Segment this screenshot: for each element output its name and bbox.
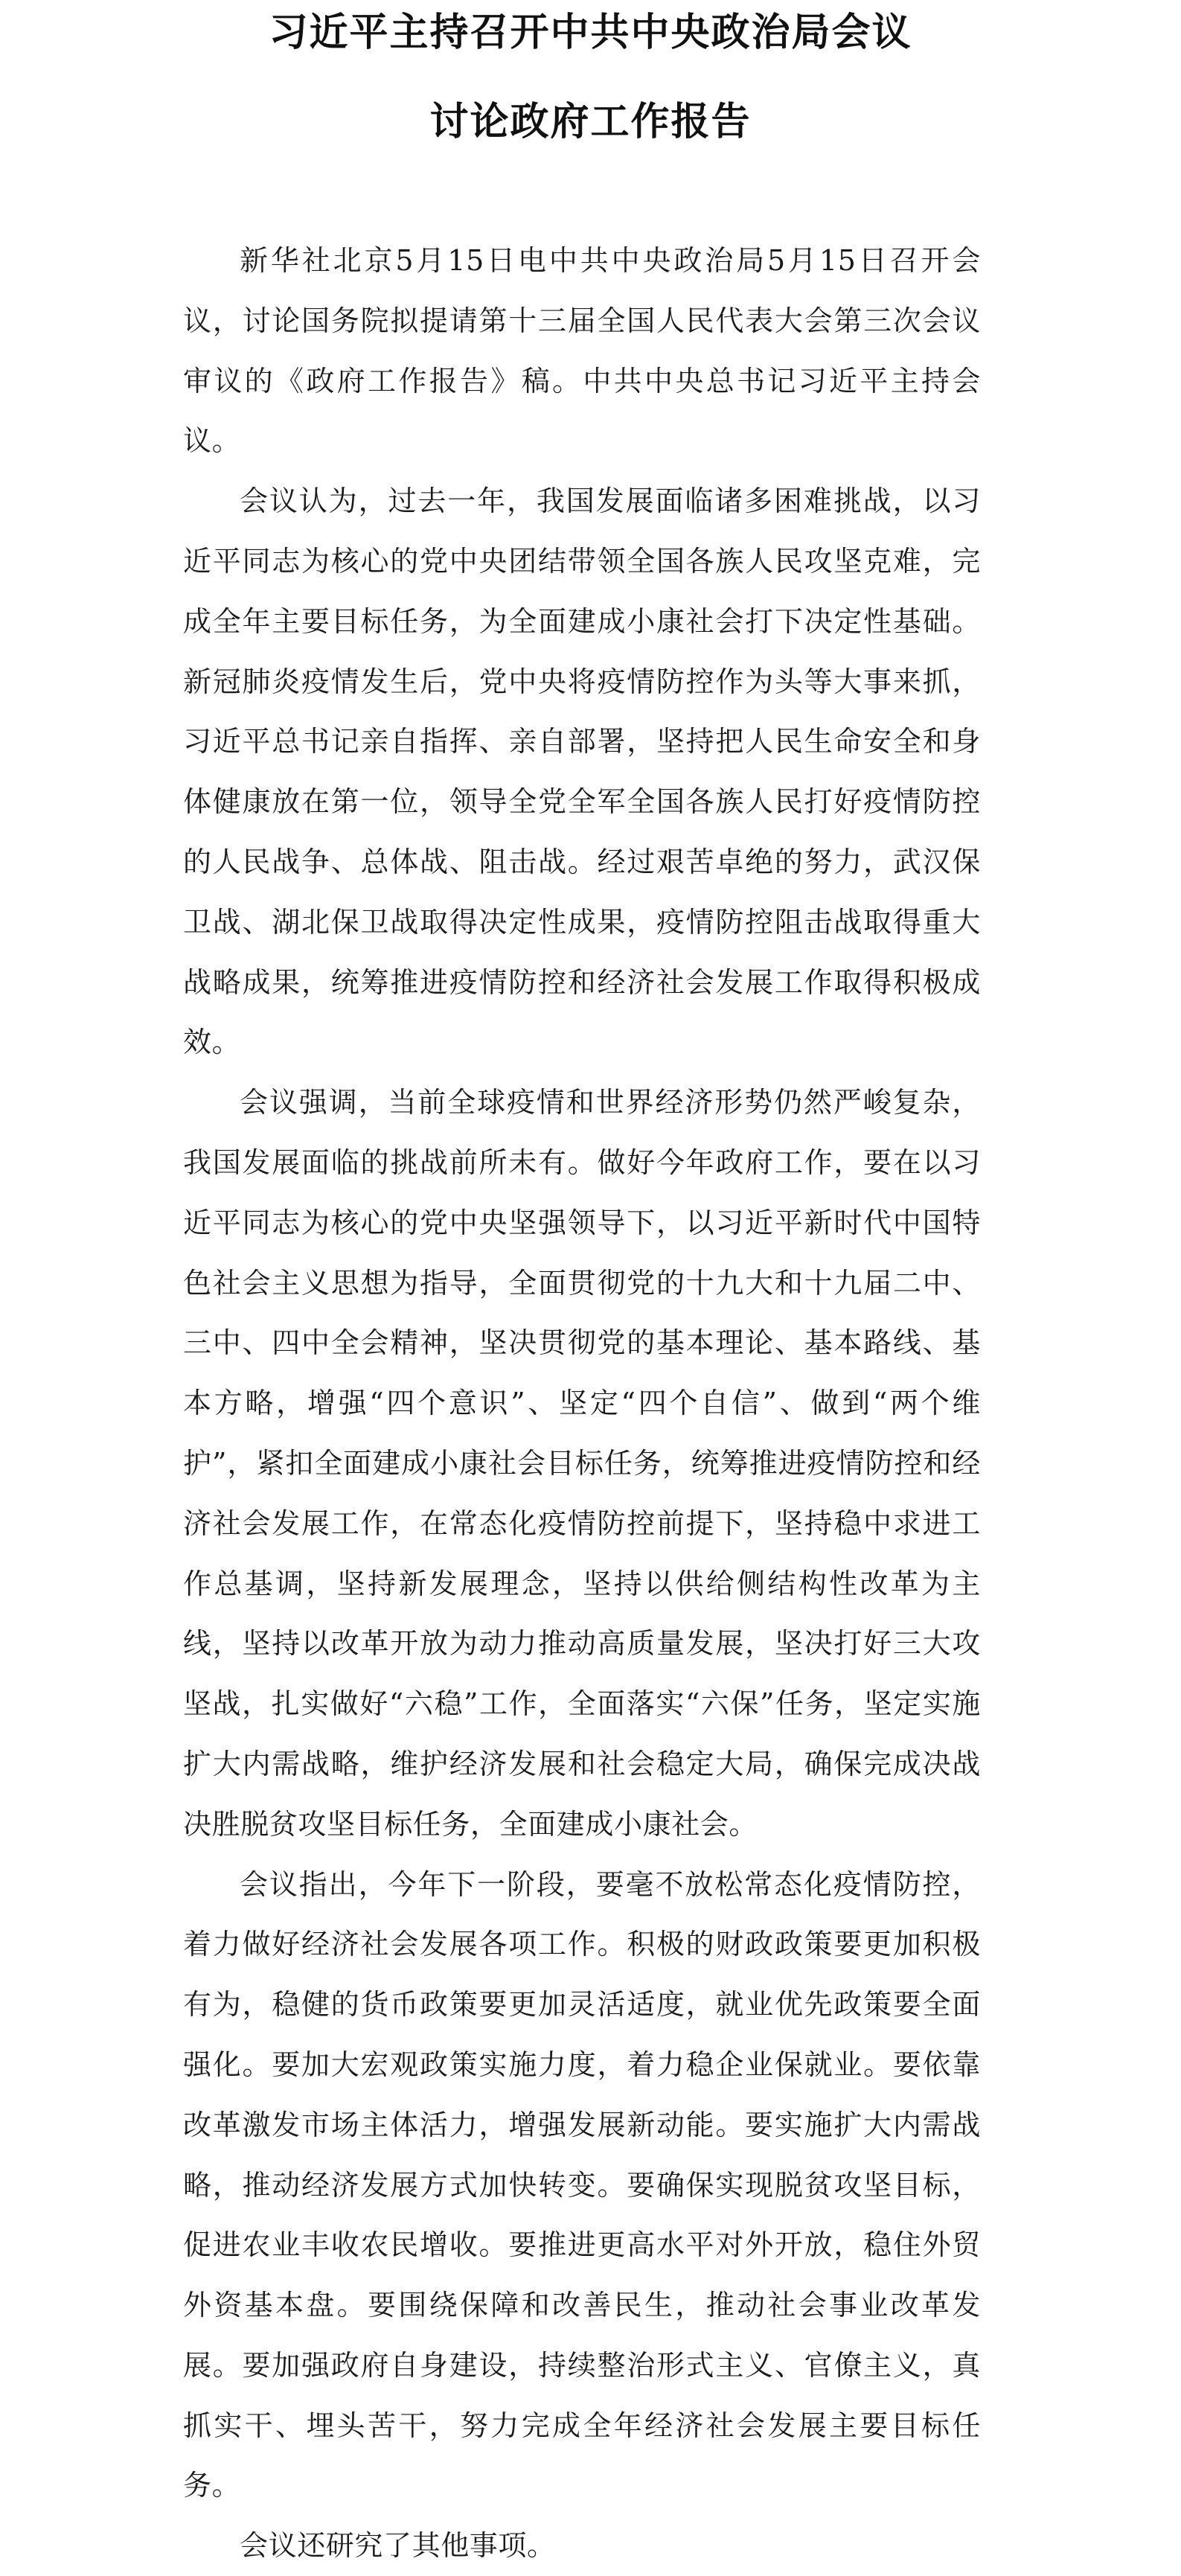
paragraph-2: 会议认为，过去一年，我国发展面临诸多困难挑战，以习近平同志为核心的党中央团结带领全国各族人民攻坚克难，完成全年主要目标任务，为全面建成小康社会打下决定性基础。新冠肺炎疫情发生后，党中央将疫情防控作为头等大事来抓，习近平总书记亲自指挥、亲自部署，坚持把人民生命安全和身体健康放在第一位，领导全党全军全国各族人民打好疫情防控的人民战争、总体战、阻击战。经过艰苦卓绝的努力，武汉保卫战、湖北保卫战取得决定性成果，疫情防控阻击战取得重大战略成果，统筹推进疫情防控和经济社会发展工作取得积极成效。 — [183, 485, 981, 1059]
paragraph-4: 会议指出，今年下一阶段，要毫不放松常态化疫情防控，着力做好经济社会发展各项工作。积极的财政政策要更加积极有为，稳健的货币政策要更加灵活适度，就业优先政策要全面强化。要加大宏观政策实施力度，着力稳企业保就业。要依靠改革激发市场主体活力，增强发展新动能。要实施扩大内需战略，推动经济发展方式加快转变。要确保实现脱贫攻坚目标，促进农业丰收农民增收。要推进更高水平对外开放，稳住外贸外资基本盘。要围绕保障和改善民生，推动社会事业改革发展。要加强政府自身建设，持续整治形式主义、官僚主义，真抓实干、埋头苦干，努力完成全年经济社会发展主要目标任务。 — [183, 1867, 981, 2502]
headline-line-2: 讨论政府工作报告 — [429, 100, 752, 144]
paragraph-1: 新华社北京5月15日电中共中央政治局5月15日召开会议，讨论国务院拟提请第十三届全国人民代表大会第三次会议审议的《政府工作报告》稿。中共中央总书记习近平主持会议。 — [183, 244, 981, 458]
paragraph-3: 会议强调，当前全球疫情和世界经济形势仍然严峻复杂，我国发展面临的挑战前所未有。做好今年政府工作，要在以习近平同志为核心的党中央坚强领导下，以习近平新时代中国特色社会主义思想为指导，全面贯彻党的十九大和十九届二中、三中、四中全会精神，坚决贯彻党的基本理论、基本路线、基本方略，增强“四个意识”、坚定“四个自信”、做到“两个维护”，紧扣全面建成小康社会目标任务，统筹推进疫情防控和经济社会发展工作，在常态化疫情防控前提下，坚持稳中求进工作总基调，坚持新发展理念，坚持以供给侧结构性改革为主线，坚持以改革开放为动力推动高质量发展，坚决打好三大攻坚战，扎实做好“六稳”工作，全面落实“六保”任务，坚定实施扩大内需战略，维护经济发展和社会稳定大局，确保完成决战决胜脱贫攻坚目标任务，全面建成小康社会。 — [183, 1086, 981, 1841]
headline-line-1: 习近平主持召开中共中央政治局会议 — [269, 10, 912, 55]
article-body — [183, 231, 981, 2576]
paragraph-5: 会议还研究了其他事项。 — [240, 2529, 556, 2563]
